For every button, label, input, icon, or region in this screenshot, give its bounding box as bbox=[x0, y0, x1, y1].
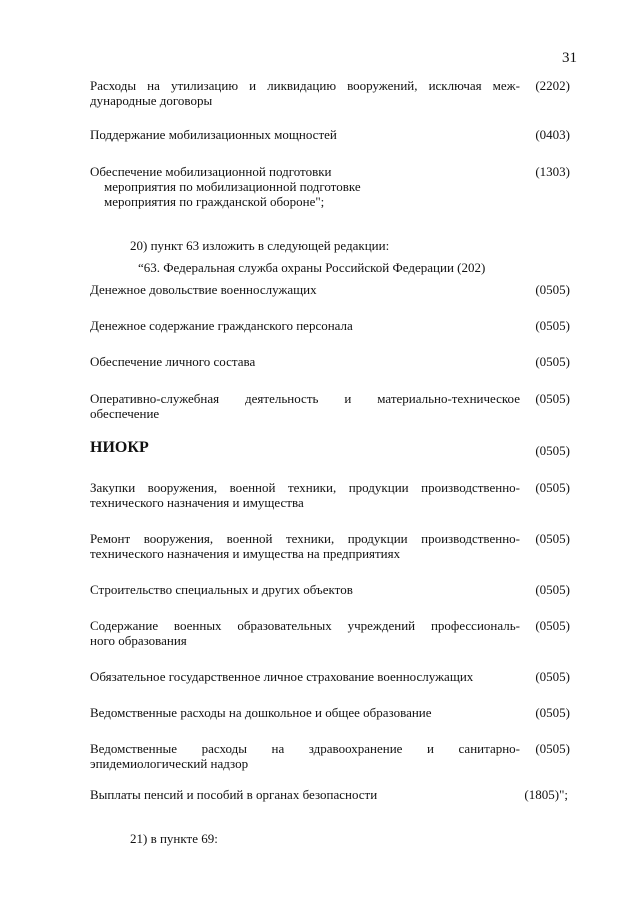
budget-code: (0505) bbox=[535, 354, 570, 369]
entry-text-line: Ведомственные расходы на здравоохранение и санитарно- bbox=[90, 741, 520, 756]
entry-text-line: Оперативно-служебная деятельность и материально-техническое bbox=[90, 391, 520, 406]
entry-mobilization-capacity bbox=[90, 127, 570, 142]
budget-code: (0505) bbox=[535, 741, 570, 756]
entry-pensions bbox=[90, 787, 570, 802]
budget-code: (0505) bbox=[535, 480, 570, 495]
paragraph-20: 20) пункт 63 изложить в следующей редакции: bbox=[130, 238, 390, 253]
budget-code: (0403) bbox=[535, 127, 570, 142]
budget-code: (0505) bbox=[535, 618, 570, 633]
entry-civil-staff-salary bbox=[90, 318, 570, 333]
entry-text-line: Обеспечение личного состава bbox=[90, 354, 256, 369]
entry-text-line: мероприятия по мобилизационной подготовке bbox=[104, 179, 361, 194]
entry-text-line: Ведомственные расходы на дошкольное и общее образование bbox=[90, 705, 432, 720]
entry-insurance bbox=[90, 669, 570, 684]
budget-code: (0505) bbox=[535, 582, 570, 597]
entry-text-line: Выплаты пенсий и пособий в органах безопасности bbox=[90, 787, 378, 802]
entry-text-line: технического назначения и имущества bbox=[90, 495, 304, 510]
budget-code: (1303) bbox=[535, 164, 570, 179]
budget-code: (0505) bbox=[535, 531, 570, 546]
entry-text-line: Закупки вооружения, военной техники, продукции производственно- bbox=[90, 480, 520, 495]
budget-code: (0505) bbox=[535, 318, 570, 333]
entry-text-line: мероприятия по гражданской обороне"; bbox=[104, 194, 325, 209]
entry-text-line: Денежное довольствие военнослужащих bbox=[90, 282, 317, 297]
budget-code: (0505) bbox=[535, 391, 570, 406]
entry-text-line: Денежное содержание гражданского персонала bbox=[90, 318, 353, 333]
entry-text-line: Расходы на утилизацию и ликвидацию вооружений, исключая меж- bbox=[90, 78, 520, 93]
paragraph-21: 21) в пункте 69: bbox=[130, 831, 218, 846]
entry-military-education bbox=[90, 618, 570, 648]
section-63-title: “63. Федеральная служба охраны Российской Федерации (202) bbox=[138, 260, 486, 275]
entry-mobilization-training bbox=[90, 164, 570, 209]
entry-text-line: дународные договоры bbox=[90, 93, 213, 108]
entry-personnel-provision bbox=[90, 354, 570, 369]
entry-construction bbox=[90, 582, 570, 597]
entry-text-line: эпидемиологический надзор bbox=[90, 756, 249, 771]
entry-text-line: Поддержание мобилизационных мощностей bbox=[90, 127, 337, 142]
entry-procurement bbox=[90, 480, 570, 510]
entry-repair bbox=[90, 531, 570, 561]
entry-allowance bbox=[90, 282, 570, 297]
entry-text-line: Содержание военных образовательных учреждений профессиональ- bbox=[90, 618, 520, 633]
entry-niokr bbox=[90, 439, 570, 458]
entry-text-line: Обеспечение мобилизационной подготовки bbox=[90, 164, 332, 179]
budget-code: (0505) bbox=[535, 443, 570, 458]
entry-healthcare bbox=[90, 741, 570, 771]
entry-text-line: Строительство специальных и других объектов bbox=[90, 582, 353, 597]
entry-preschool-education bbox=[90, 705, 570, 720]
budget-code: (2202) bbox=[535, 78, 570, 93]
budget-code: (1805)"; bbox=[524, 787, 568, 802]
entry-text-line: обеспечение bbox=[90, 406, 160, 421]
budget-code: (0505) bbox=[535, 282, 570, 297]
budget-code: (0505) bbox=[535, 669, 570, 684]
page-number: 31 bbox=[562, 50, 577, 66]
entry-operational-activity bbox=[90, 391, 570, 421]
entry-text-line: технического назначения и имущества на предприятиях bbox=[90, 546, 401, 561]
budget-code: (0505) bbox=[535, 705, 570, 720]
section-heading-niokr: НИОКР bbox=[90, 439, 149, 456]
entry-text-line: ного образования bbox=[90, 633, 187, 648]
entry-utilization bbox=[90, 78, 570, 108]
entry-text-line: Обязательное государственное личное страхование военнослужащих bbox=[90, 669, 474, 684]
entry-text-line: Ремонт вооружения, военной техники, продукции производственно- bbox=[90, 531, 520, 546]
